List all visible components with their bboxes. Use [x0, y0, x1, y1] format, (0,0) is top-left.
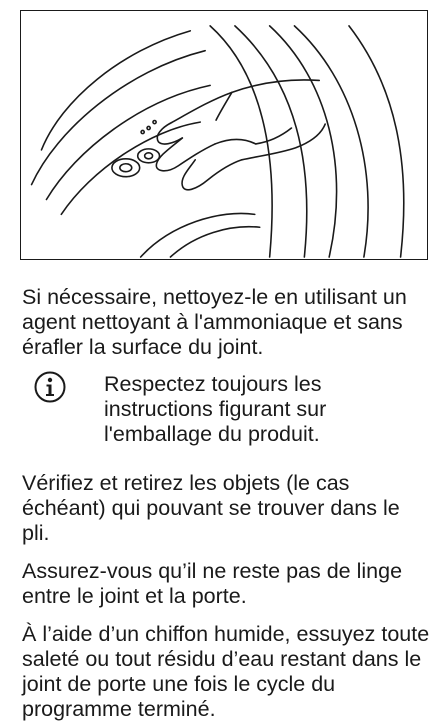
paragraph-no-laundry: Assurez-vous qu’il ne reste pas de linge entre le joint et la porte. [22, 559, 403, 608]
info-icon [34, 371, 66, 403]
door-seal-illustration [20, 10, 428, 260]
note-product-instructions: Respectez toujours les instructions figurant sur l'emballage du produit. [104, 372, 327, 446]
paragraph-cleaning-ammonia: Si nécessaire, nettoyez-le en utilisant un agent nettoyant à l'ammoniaque et sans érafler la surface du joint. [22, 285, 407, 359]
paragraph-remove-objects: Vérifiez et retirez les objets (le cas échéant) qui pouvant se trouver dans le pli. [22, 471, 400, 545]
illustration-drawing [21, 11, 427, 259]
paragraph-wipe-seal: À l’aide d’un chiffon humide, essuyez toute saleté ou tout résidu d’eau restant dans le joint de porte une fois le cycle du programme terminé. [22, 622, 430, 721]
